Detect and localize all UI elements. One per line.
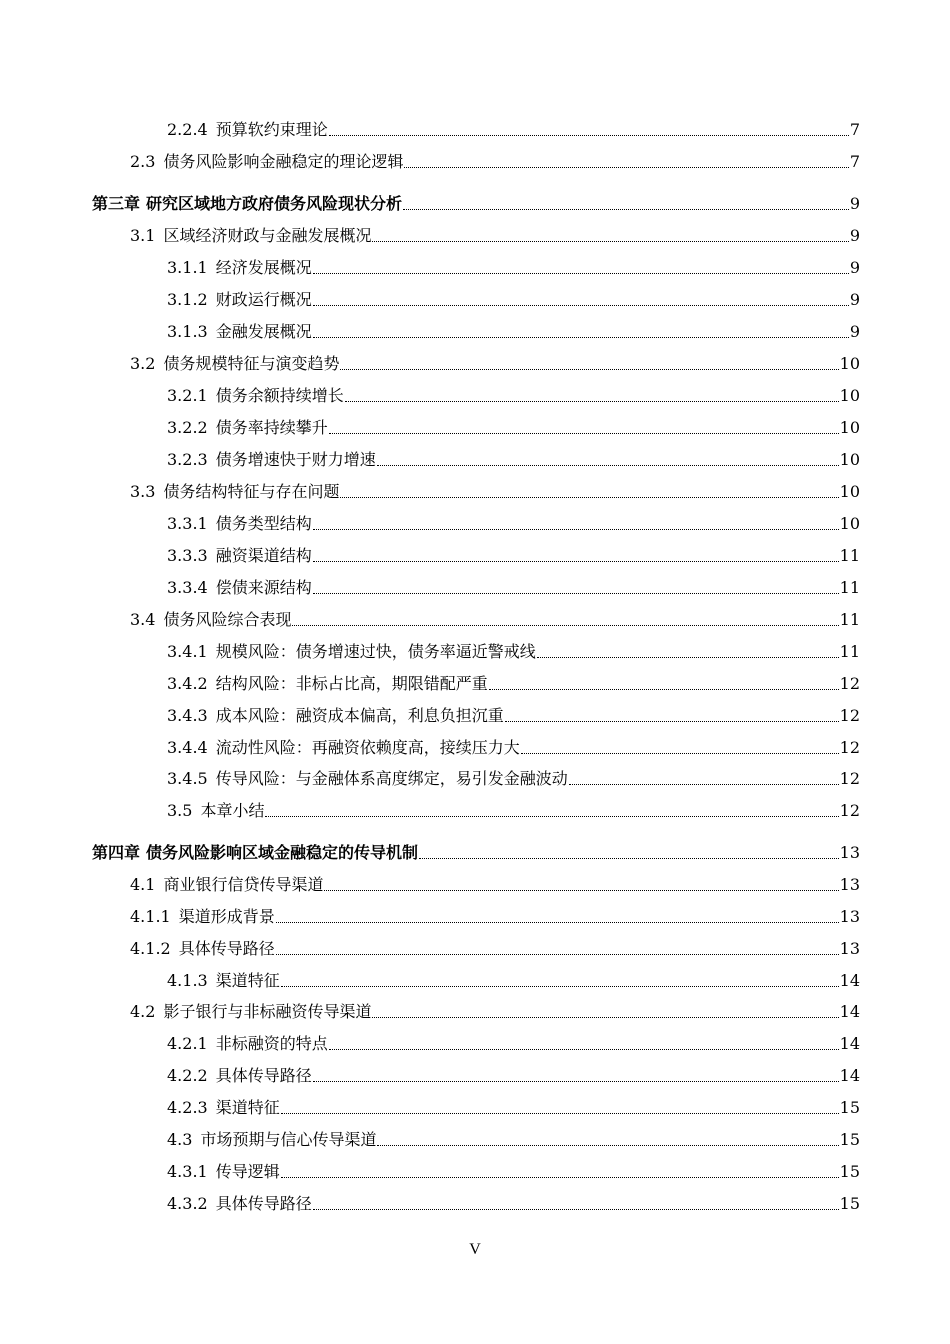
toc-entry-number: 3.2.1 (167, 386, 208, 405)
toc-entry-page: 13 (839, 875, 860, 894)
toc-entry-title: 规模风险：债务增速过快，债务率逼近警戒线 (215, 642, 536, 661)
toc-entry-page: 14 (839, 971, 860, 990)
toc-entry-number: 4.1 (130, 875, 156, 894)
toc-entry-title: 金融发展概况 (215, 322, 312, 341)
toc-entry[interactable] (167, 1128, 860, 1150)
toc-entry-title: 债务增速快于财力增速 (215, 450, 376, 469)
toc-entry[interactable] (167, 799, 860, 821)
toc-entry-number: 4.1.3 (167, 971, 208, 990)
toc-entry-page: 10 (839, 386, 860, 405)
toc-entry-page: 11 (839, 546, 860, 565)
toc-entry-number: 3.4.2 (167, 674, 208, 693)
toc-entry-number: 4.3 (167, 1130, 193, 1149)
toc-entry[interactable] (167, 1096, 860, 1118)
toc-entry-page: 7 (849, 152, 860, 171)
toc-entry-title: 偿债来源结构 (215, 578, 312, 597)
toc-entry-title: 债务风险影响金融稳定的理论逻辑 (163, 152, 404, 171)
toc-entry[interactable] (130, 224, 860, 246)
toc-entry[interactable] (130, 873, 860, 895)
toc-entry[interactable] (167, 1160, 860, 1182)
toc-entry-title: 债务类型结构 (215, 514, 312, 533)
toc-entry[interactable] (167, 118, 860, 140)
toc-entry-title: 研究区域地方政府债务风险现状分析 (146, 194, 403, 213)
toc-entry-number: 3.1.2 (167, 290, 208, 309)
toc-entry-page: 10 (839, 514, 860, 533)
toc-dot-leader (313, 593, 839, 594)
page-number: V (469, 1241, 481, 1258)
toc-entry-title: 本章小结 (200, 801, 265, 820)
toc-entry-number: 4.3.2 (167, 1194, 208, 1213)
toc-entry-number: 4.3.1 (167, 1162, 208, 1181)
toc-dot-leader (489, 689, 839, 690)
toc-entry-title: 具体传导路径 (215, 1066, 312, 1085)
toc-entry[interactable] (167, 704, 860, 726)
toc-entry-page: 9 (849, 226, 860, 245)
toc-dot-leader (505, 721, 839, 722)
toc-entry-title: 流动性风险：再融资依赖度高，接续压力大 (215, 738, 520, 757)
toc-dot-leader (281, 1177, 839, 1178)
toc-entry-title: 预算软约束理论 (215, 120, 328, 139)
toc-entry-number: 3.1.3 (167, 322, 208, 341)
toc-entry[interactable] (167, 672, 860, 694)
toc-dot-leader (313, 529, 839, 530)
toc-entry[interactable] (167, 256, 860, 278)
toc-entry-page: 7 (849, 120, 860, 139)
toc-entry-number: 3.4.1 (167, 642, 208, 661)
toc-entry-page: 9 (849, 194, 860, 213)
toc-entry-number: 4.1.1 (130, 907, 171, 926)
toc-entry-title: 渠道特征 (215, 1098, 280, 1117)
toc-entry-title: 具体传导路径 (178, 939, 275, 958)
toc-dot-leader (377, 1145, 838, 1146)
toc-entry[interactable] (130, 480, 860, 502)
toc-entry-page: 15 (839, 1130, 860, 1149)
toc-entry-number: 3.2.3 (167, 450, 208, 469)
toc-dot-leader (521, 753, 839, 754)
toc-entry-title: 成本风险：融资成本偏高，利息负担沉重 (215, 706, 504, 725)
toc-entry-page: 14 (839, 1066, 860, 1085)
toc-dot-leader (372, 241, 848, 242)
toc-entry-page: 10 (839, 354, 860, 373)
toc-entry-number: 3.4.5 (167, 769, 208, 788)
toc-entry-page: 12 (839, 706, 860, 725)
toc-entry-page: 9 (849, 290, 860, 309)
toc-dot-leader (313, 1081, 839, 1082)
toc-entry-title: 结构风险：非标占比高，期限错配严重 (215, 674, 488, 693)
toc-entry[interactable] (167, 544, 860, 566)
toc-entry-page: 15 (839, 1098, 860, 1117)
toc-entry-page: 10 (839, 418, 860, 437)
toc-entry[interactable] (167, 320, 860, 342)
toc-dot-leader (313, 305, 849, 306)
toc-entry-page: 11 (839, 578, 860, 597)
toc-entry-number: 4.1.2 (130, 939, 171, 958)
toc-entry-title: 传导风险：与金融体系高度绑定，易引发金融波动 (215, 769, 568, 788)
toc-chapter-entry[interactable] (92, 192, 860, 214)
toc-entry-title: 商业银行信贷传导渠道 (163, 875, 324, 894)
toc-entry-page: 13 (839, 907, 860, 926)
toc-entry-page: 12 (839, 769, 860, 788)
toc-entry[interactable] (167, 640, 860, 662)
toc-dot-leader (276, 922, 839, 923)
toc-entry-page: 9 (849, 258, 860, 277)
toc-entry-page: 13 (839, 939, 860, 958)
toc-entry[interactable] (167, 416, 860, 438)
toc-dot-leader (340, 497, 838, 498)
toc-entry-number: 3.5 (167, 801, 193, 820)
toc-entry-title: 债务结构特征与存在问题 (163, 482, 340, 501)
toc-entry-number: 4.2.2 (167, 1066, 208, 1085)
toc-dot-leader (313, 337, 849, 338)
toc-dot-leader (292, 625, 838, 626)
toc-entry[interactable] (167, 969, 860, 991)
toc-dot-leader (377, 465, 839, 466)
toc-entry[interactable] (167, 1192, 860, 1214)
toc-entry-title: 债务规模特征与演变趋势 (163, 354, 340, 373)
toc-entry-number: 4.2.3 (167, 1098, 208, 1117)
toc-dot-leader (403, 209, 849, 210)
toc-entry-title: 区域经济财政与金融发展概况 (163, 226, 372, 245)
toc-entry-title: 传导逻辑 (215, 1162, 280, 1181)
toc-entry[interactable] (167, 288, 860, 310)
toc-entry[interactable] (130, 905, 860, 927)
toc-entry[interactable] (130, 608, 860, 630)
toc-entry-number: 3.2.2 (167, 418, 208, 437)
toc-entry-number: 3.2 (130, 354, 156, 373)
toc-entry-number: 3.3.3 (167, 546, 208, 565)
toc-entry[interactable] (167, 767, 860, 789)
toc-entry-page: 15 (839, 1194, 860, 1213)
toc-entry-number: 4.2.1 (167, 1034, 208, 1053)
toc-entry-number: 3.1 (130, 226, 156, 245)
toc-entry-number: 3.4.3 (167, 706, 208, 725)
toc-dot-leader (313, 1209, 839, 1210)
toc-entry-title: 渠道形成背景 (178, 907, 275, 926)
toc-entry-title: 渠道特征 (215, 971, 280, 990)
toc-entry-page: 12 (839, 738, 860, 757)
toc-entry-title: 影子银行与非标融资传导渠道 (163, 1002, 372, 1021)
toc-entry-title: 市场预期与信心传导渠道 (200, 1130, 377, 1149)
toc-chapter-entry[interactable] (92, 841, 860, 863)
toc-entry-page: 15 (839, 1162, 860, 1181)
toc-entry-page: 12 (839, 801, 860, 820)
toc-dot-leader (265, 816, 838, 817)
toc-entry-number: 3.4 (130, 610, 156, 629)
toc-entry-title: 债务风险综合表现 (163, 610, 292, 629)
toc-entry-page: 14 (839, 1034, 860, 1053)
toc-entry[interactable] (167, 512, 860, 534)
toc-entry-number: 3.1.1 (167, 258, 208, 277)
toc-entry[interactable] (167, 736, 860, 758)
toc-entry-number: 3.3.4 (167, 578, 208, 597)
toc-entry-number: 2.3 (130, 152, 156, 171)
toc-entry[interactable] (130, 937, 860, 959)
toc-entry[interactable] (167, 448, 860, 470)
toc-dot-leader (324, 890, 838, 891)
toc-entry-title: 债务率持续攀升 (215, 418, 328, 437)
toc-entry[interactable] (167, 1032, 860, 1054)
toc-entry-title: 经济发展概况 (215, 258, 312, 277)
toc-entry-title: 融资渠道结构 (215, 546, 312, 565)
toc-dot-leader (419, 858, 839, 859)
toc-entry[interactable] (167, 576, 860, 598)
toc-entry-title: 财政运行概况 (215, 290, 312, 309)
toc-entry-number: 3.4.4 (167, 738, 208, 757)
toc-dot-leader (569, 784, 839, 785)
toc-entry-number: 2.2.4 (167, 120, 208, 139)
toc-dot-leader (404, 167, 848, 168)
toc-dot-leader (340, 369, 838, 370)
toc-entry[interactable] (130, 352, 860, 374)
toc-dot-leader (372, 1017, 838, 1018)
toc-dot-leader (281, 1113, 839, 1114)
toc-entry[interactable] (167, 384, 860, 406)
toc-dot-leader (281, 986, 839, 987)
toc-entry-title: 债务余额持续增长 (215, 386, 344, 405)
toc-dot-leader (537, 657, 839, 658)
toc-entry-page: 14 (839, 1002, 860, 1021)
toc-entry-number: 4.2 (130, 1002, 156, 1021)
toc-entry-title: 非标融资的特点 (215, 1034, 328, 1053)
toc-dot-leader (329, 433, 839, 434)
toc-entry-number: 第三章 (92, 194, 141, 213)
toc-entry[interactable] (167, 1064, 860, 1086)
toc-dot-leader (313, 561, 839, 562)
toc-dot-leader (329, 135, 849, 136)
toc-entry-title: 具体传导路径 (215, 1194, 312, 1213)
toc-entry[interactable] (130, 150, 860, 172)
toc-dot-leader (313, 273, 849, 274)
toc-entry-page: 12 (839, 674, 860, 693)
toc-entry-page: 10 (839, 482, 860, 501)
toc-entry[interactable] (130, 1000, 860, 1022)
toc-entry-number: 3.3.1 (167, 514, 208, 533)
toc-entry-number: 3.3 (130, 482, 156, 501)
toc-entry-page: 13 (839, 843, 860, 862)
toc-entry-page: 10 (839, 450, 860, 469)
toc-entry-page: 9 (849, 322, 860, 341)
toc-entry-title: 债务风险影响区域金融稳定的传导机制 (146, 843, 419, 862)
toc-dot-leader (276, 954, 839, 955)
toc-dot-leader (345, 401, 839, 402)
toc-dot-leader (329, 1049, 839, 1050)
toc-entry-page: 11 (839, 642, 860, 661)
toc-entry-page: 11 (839, 610, 860, 629)
toc-entry-number: 第四章 (92, 843, 141, 862)
